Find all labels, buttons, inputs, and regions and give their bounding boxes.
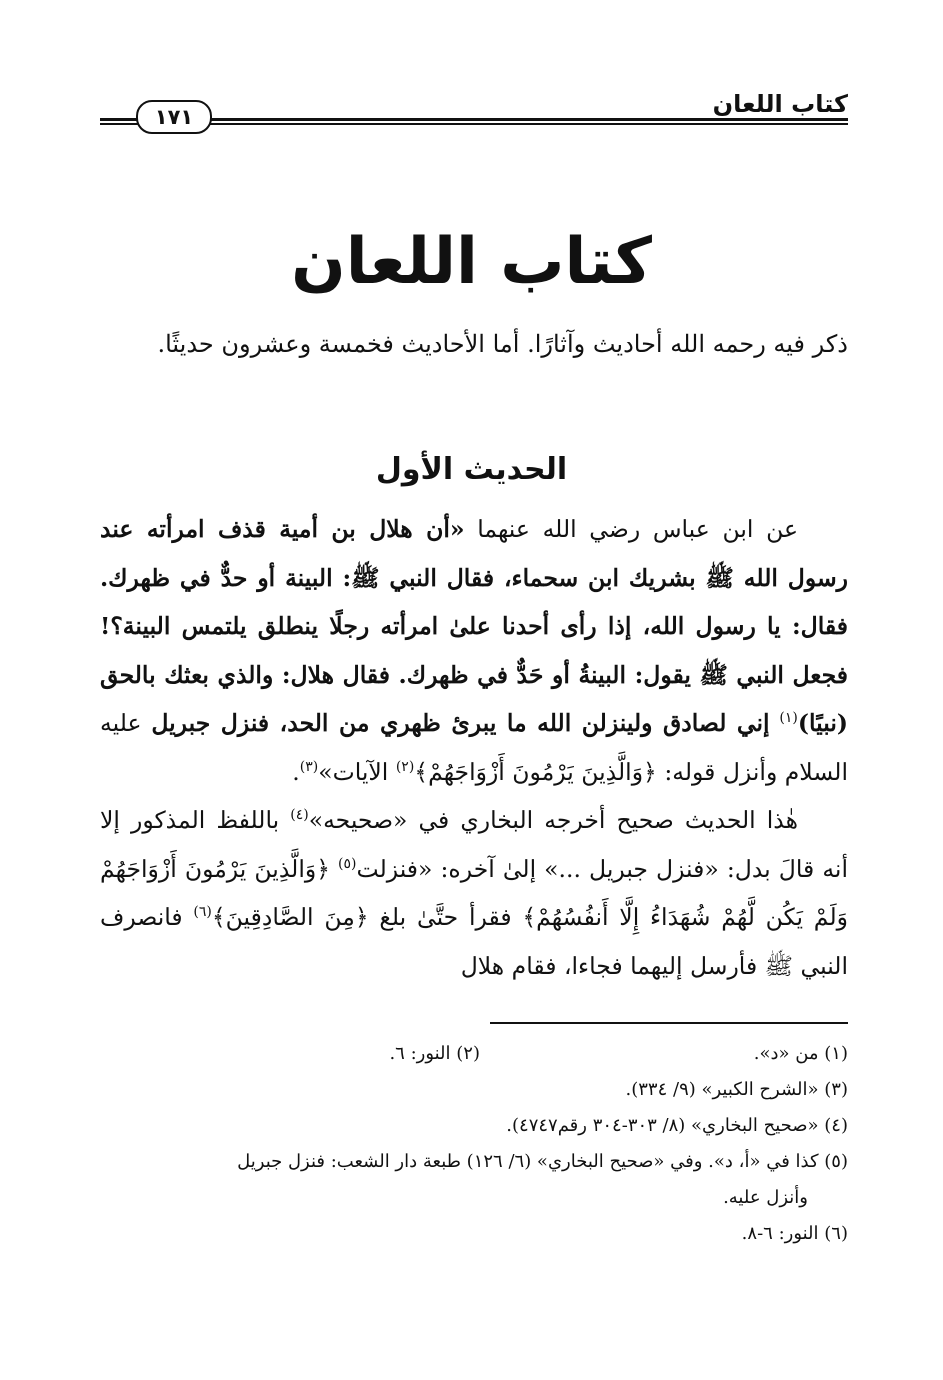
quran-verse-1: ﴿وَالَّذِينَ يَرْمُونَ أَزْوَاجَهُمْ﴾ <box>414 757 657 786</box>
page-number: ١٧١ <box>136 100 212 134</box>
hadith-text-bold: «أن هلال بن أمية قذف امرأته عند رسول الله ﷺ بشريك ابن سحماء، فقال النبي ﷺ: البينة أو حدٌّ في ظهرك. فقال: يا رسول الله، إذا رأى أحدنا علىٰ امرأته رجلًا ينطلق يلتمس البينة؟! فجعل النبي ﷺ يقول: البينةُ أو حَدٌّ في ظهرك. فقال هلال: والذي بعثك بالحق (نبيًا) <box>100 515 848 737</box>
section-title: الحديث الأول <box>375 452 568 487</box>
footnote-row <box>100 1072 848 1108</box>
commentary-text-3: فقرأ حتَّىٰ بلغ <box>379 903 512 931</box>
hadith-text-end: الآيات» <box>318 757 389 786</box>
footnote-ref-3[interactable]: (٣) <box>299 758 319 775</box>
commentary-text: هٰذا الحديث صحيح أخرجه البخاري في «صحيحه» <box>308 806 798 834</box>
footnote-separator <box>490 1022 848 1024</box>
footnote-row <box>100 1036 848 1072</box>
footnote-ref-4[interactable]: (٤) <box>290 807 309 824</box>
footnote-row <box>100 1216 848 1252</box>
intro-paragraph: ذكر فيه رحمه الله أحاديث وآثارًا. أما الأحاديث فخمسة وعشرون حديثًا. <box>157 330 848 358</box>
commentary-text-2: باللفظ المذكور إلا أنه قالَ بدل: «فنزل جبريل ...» إلىٰ آخره: «فنزلت <box>100 806 848 883</box>
footnote-ref-6[interactable]: (٦) <box>193 904 212 921</box>
footnote-ref-1[interactable]: (١) <box>779 710 798 727</box>
narrator-text: عن ابن عباس رضي الله عنهما <box>477 515 798 543</box>
footnote-ref-5[interactable]: (٥) <box>338 855 357 872</box>
footnote-5 <box>100 1144 848 1216</box>
footnote-2: (٢) النور: ٦. <box>389 1043 480 1064</box>
footnote-6: (٦) النور: ٦-٨. <box>741 1223 848 1244</box>
footnote-5-text: (٥) كذا في «أ، د». وفي «صحيح البخاري» (٦/ ١٢٦) طبعة دار الشعب: فنزل جبريل <box>237 1151 848 1172</box>
footnote-4: (٤) «صحيح البخاري» (٨/ ٣٠٣-٣٠٤ رقم٤٧٤٧). <box>506 1115 848 1136</box>
footnotes <box>100 1036 848 1252</box>
hadith-paragraph-1: عن ابن عباس رضي الله عنهما «أن هلال بن أمية قذف امرأته عند رسول الله ﷺ بشريك ابن سحماء، فقال النبي ﷺ: البينة أو حدٌّ في ظهرك. فقال: يا رسول الله، إذا رأى أحدنا علىٰ امرأته رجلًا ينطلق يلتمس البينة؟! فجعل النبي ﷺ يقول: البينةُ أو حَدٌّ في ظهرك. فقال هلال: والذي بعثك بالحق (نبيًا)$^{(١)}$ إني لصادق ولينزلن الله ما يبرئ ظهري من الحد، فنزل جبريل عليه السلام وأنزل قوله: ﴿وَالَّذِينَ يَرْمُونَ أَزْوَاجَهُمْ﴾$^{(٢)}$ الآيات»$^{(٣)}$. <box>100 515 848 786</box>
book-title: كتاب اللعان <box>291 225 652 299</box>
hadith-text: عليه السلام وأنزل قوله: <box>100 709 848 786</box>
footnote-ref-2[interactable]: (٢) <box>395 758 415 775</box>
header-rule-thick <box>100 118 848 121</box>
hadith-body <box>100 505 848 990</box>
quran-verse-3: ﴿مِنَ الصَّادِقِينَ﴾ <box>211 903 369 931</box>
commentary-text-4: فانصرف النبي ﷺ فأرسل إليهما فجاءا، فقام هلال <box>100 903 848 980</box>
footnote-1: (١) من «د». <box>753 1043 848 1064</box>
footnote-row <box>100 1108 848 1144</box>
page-header <box>100 90 848 132</box>
footnote-5-continuation: وأنزل عليه. <box>723 1187 808 1208</box>
running-title: كتاب اللعان <box>703 90 848 118</box>
hadith-text-bold-2: إني لصادق ولينزلن الله ما يبرئ ظهري من الحد، فنزل جبريل <box>151 709 770 737</box>
header-rule-thin <box>100 123 848 125</box>
footnote-3: (٣) «الشرح الكبير» (٩/ ٣٣٤). <box>625 1079 848 1100</box>
hadith-paragraph-2 <box>100 796 848 990</box>
quran-verse-2: ﴿وَالَّذِينَ يَرْمُونَ أَزْوَاجَهُمْ وَلَمْ يَكُن لَّهُمْ شُهَدَاءُ إِلَّا أَنفُسُهُمْ﴾ <box>100 854 848 931</box>
